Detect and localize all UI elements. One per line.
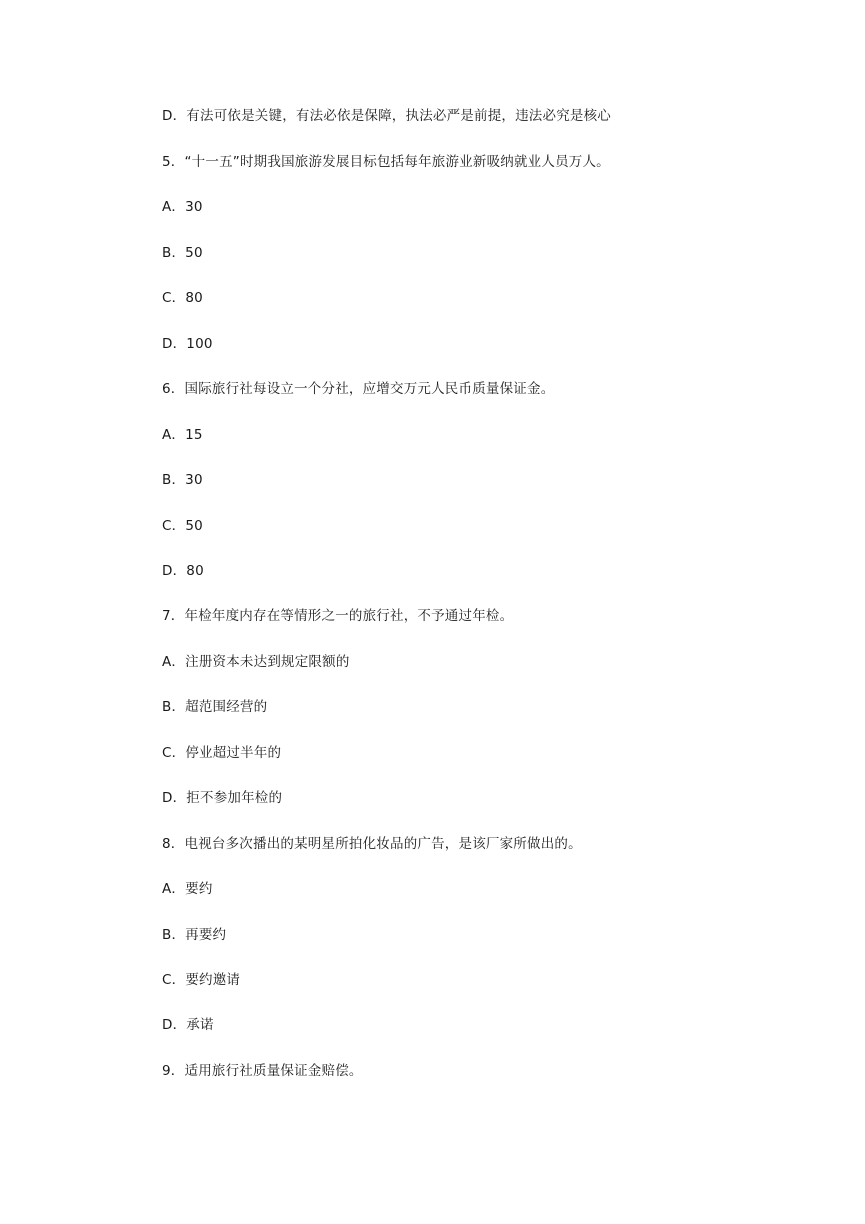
question-8: 8．电视台多次播出的某明星所拍化妆品的广告，是该厂家所做出的。 xyxy=(162,836,582,852)
option-c-q7: C．停业超过半年的 xyxy=(162,745,282,761)
option-b-q8: B．再要约 xyxy=(162,927,227,943)
option-d-q6: D．80 xyxy=(162,563,204,579)
option-b-q5: B．50 xyxy=(162,245,203,261)
option-d-q8: D．承诺 xyxy=(162,1017,214,1033)
option-c-q6: C．50 xyxy=(162,518,203,534)
option-b-q7: B．超范围经营的 xyxy=(162,699,268,715)
option-a-q6: A．15 xyxy=(162,427,203,443)
question-6: 6．国际旅行社每设立一个分社，应增交万元人民币质量保证金。 xyxy=(162,381,555,397)
option-b-q6: B．30 xyxy=(162,472,203,488)
question-9: 9．适用旅行社质量保证金赔偿。 xyxy=(162,1063,363,1079)
option-a-q5: A．30 xyxy=(162,199,203,215)
option-c-q8: C．要约邀请 xyxy=(162,972,241,988)
option-d-q5: D．100 xyxy=(162,336,213,352)
question-7: 7．年检年度内存在等情形之一的旅行社，不予通过年检。 xyxy=(162,608,514,624)
option-c-q5: C．80 xyxy=(162,290,203,306)
option-d-q7: D．拒不参加年检的 xyxy=(162,790,283,806)
option-d-q4: D．有法可依是关键，有法必依是保障，执法必严是前提，违法必究是核心 xyxy=(162,108,611,124)
option-a-q8: A．要约 xyxy=(162,881,213,897)
question-5: 5．“十一五”时期我国旅游发展目标包括每年旅游业新吸纳就业人员万人。 xyxy=(162,154,610,170)
option-a-q7: A．注册资本未达到规定限额的 xyxy=(162,654,350,670)
